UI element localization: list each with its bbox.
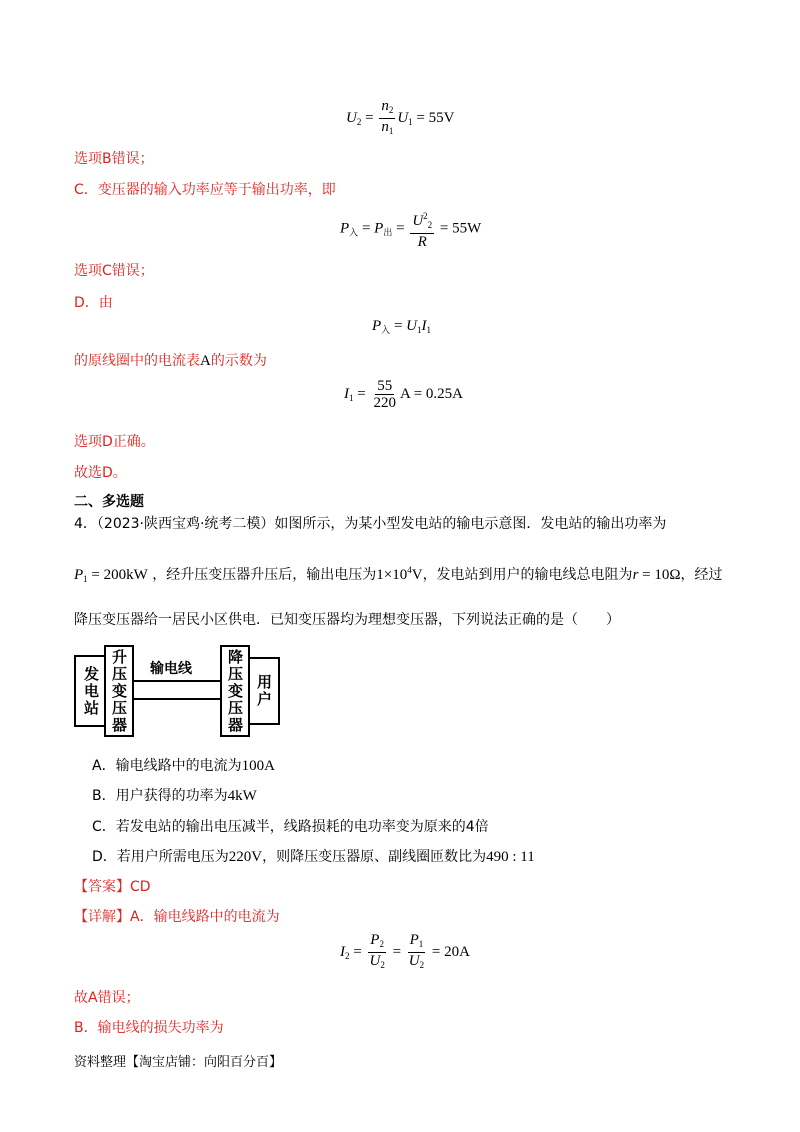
eq-symbol: I [344, 385, 349, 402]
eq-subscript: 入 [381, 325, 391, 335]
eq-result: = 55V [412, 109, 455, 126]
answer-value: CD [130, 879, 151, 895]
wire-top [132, 680, 220, 682]
eq-subscript: 2 [388, 105, 394, 115]
eq-symbol: P [372, 318, 382, 334]
box-step-up [104, 645, 134, 737]
q4-p-value: = 200kW [87, 567, 148, 583]
fraction [367, 932, 386, 973]
wire-bottom [132, 698, 220, 700]
q4-text-3: ，经过 [680, 567, 723, 583]
option-a-text: A．输电线路中的电流为 [92, 758, 242, 774]
eq-operator: = [349, 943, 366, 960]
eq-symbol: U [346, 109, 357, 126]
option-c: C．若发电站的输出电压减半，线路损耗的电功率变为原来的4倍 [92, 819, 489, 835]
eq-symbol: R [417, 234, 427, 250]
page-footer: 资料整理【淘宝店铺：向阳百分百】 [74, 1055, 283, 1070]
option-a [92, 757, 275, 775]
eq-symbol: n [381, 98, 389, 114]
q4-voltage-exp: 4 [407, 565, 412, 575]
section-title: 二、多选题 [74, 494, 144, 510]
eq-result: = 55W [436, 220, 482, 237]
line-a-wrong: 故A错误； [74, 990, 140, 1006]
line-d2-text-b: 的示数为 [210, 353, 267, 369]
option-d-text: D．若用户所需电压为 [92, 849, 229, 865]
box-user-label: 用户 [255, 674, 273, 708]
line-choose: 故选D。 [74, 465, 127, 481]
question-4-line2 [74, 561, 723, 588]
eq-subscript: 入 [349, 227, 359, 238]
eq-subscript: 1 [426, 325, 431, 335]
option-a-value: 100A [241, 758, 275, 774]
eq-symbol: U [397, 109, 409, 126]
option-d-ratio: 490 : 11 [486, 849, 535, 865]
eq-symbol: P [370, 932, 380, 948]
q4-p-subscript: 1 [83, 574, 88, 584]
eq-superscript: 2 [423, 211, 428, 221]
eq-operator: = [392, 220, 409, 237]
line-d2-text-a: 的原线圈中的电流表 [74, 353, 200, 369]
eq-subscript: 2 [419, 960, 425, 970]
eq-subscript: 2 [380, 960, 385, 970]
eq-subscript: 2 [427, 220, 433, 230]
eq-symbol: P [409, 932, 419, 948]
q4-text-2: ，发电站到用户的输电线总电阻为 [422, 567, 633, 583]
eq-result: A = 0.25A [399, 385, 464, 402]
equation-i2 [340, 932, 470, 973]
line-b-wrong: 选项B错误； [74, 151, 154, 167]
fraction [379, 98, 395, 139]
line-c: C．变压器的输入功率应等于输出功率，即 [74, 182, 336, 198]
fraction-denominator: 220 [373, 395, 396, 411]
eq-subscript: 1 [349, 392, 354, 403]
eq-operator: = [358, 220, 375, 237]
eq-symbol: n [381, 119, 389, 135]
eq-symbol: U [408, 953, 420, 969]
q4-r-value: = 10Ω [638, 567, 681, 583]
equation-i1 [344, 378, 463, 411]
ammeter-letter: A [200, 353, 211, 369]
q4-p-symbol: P [74, 567, 84, 583]
box-station [74, 655, 108, 727]
fraction [410, 208, 434, 250]
fraction [407, 932, 426, 973]
eq-operator: = [361, 109, 378, 126]
line-d: D．由 [74, 295, 113, 311]
option-b [92, 787, 257, 805]
option-d [92, 848, 535, 866]
q4-text-1: ，经升压变压器升压后，输出电压为 [152, 567, 377, 583]
option-d-value: 220V [228, 849, 263, 865]
eq-subscript: 1 [388, 126, 394, 136]
line-d-correct: 选项D正确。 [74, 434, 155, 450]
eq-subscript: 1 [408, 116, 413, 127]
box-step-up-label: 升压变压器 [110, 648, 128, 734]
equation-p-in [340, 208, 481, 250]
eq-subscript: 2 [356, 116, 362, 127]
question-4-intro: 4．（2023·陕西宝鸡·统考二模）如图所示，为某小型发电站的输电示意图．发电站的输出功率为 [74, 516, 667, 532]
eq-operator: = [390, 318, 407, 334]
eq-subscript: 2 [379, 939, 384, 949]
eq-symbol: I [340, 943, 345, 960]
eq-symbol: I [421, 318, 427, 334]
q4-voltage-unit: V [411, 567, 423, 583]
eq-symbol: P [340, 220, 350, 237]
eq-operator: = [388, 943, 405, 960]
equation-u2 [346, 98, 454, 139]
answer-label: 【答案】 [74, 879, 130, 895]
q4-voltage: 1×10 [376, 567, 408, 583]
fraction-numerator: 55 [377, 378, 393, 394]
eq-symbol: U [369, 953, 381, 969]
eq-subscript: 2 [345, 950, 350, 961]
box-step-down [220, 645, 250, 737]
box-station-label: 发电站 [82, 665, 100, 717]
eq-operator: = [353, 385, 370, 402]
option-b-value: 4kW [227, 788, 257, 804]
line-b-loss: B．输电线的损失功率为 [74, 1020, 224, 1036]
eq-result: = 20A [428, 943, 470, 960]
box-user [248, 657, 280, 725]
wire-label: 输电线 [150, 661, 192, 677]
eq-symbol: P [374, 220, 384, 237]
question-4-line3: 降压变压器给一居民小区供电．已知变压器均为理想变压器，下列说法正确的是（ ） [74, 612, 620, 628]
q4-r-symbol: r [632, 567, 639, 583]
fraction [371, 378, 398, 411]
option-d-mid: ，则降压变压器原、副线圈匝数比为 [262, 849, 487, 865]
eq-symbol: U [406, 318, 417, 334]
line-c-wrong: 选项C错误； [74, 263, 154, 279]
option-b-text: B．用户获得的功率为 [92, 788, 228, 804]
detail-text: A．输电线路中的电流为 [130, 909, 280, 925]
detail-label: 【详解】 [74, 909, 130, 925]
eq-symbol: U [412, 213, 424, 229]
eq-subscript: 1 [418, 939, 424, 949]
detail-line [74, 908, 280, 926]
eq-subscript: 出 [383, 227, 393, 238]
eq-subscript: 1 [417, 325, 422, 335]
answer-line [74, 878, 151, 896]
equation-p-ui [372, 318, 431, 336]
box-step-down-label: 降压变压器 [226, 648, 244, 734]
line-d2 [74, 352, 267, 370]
